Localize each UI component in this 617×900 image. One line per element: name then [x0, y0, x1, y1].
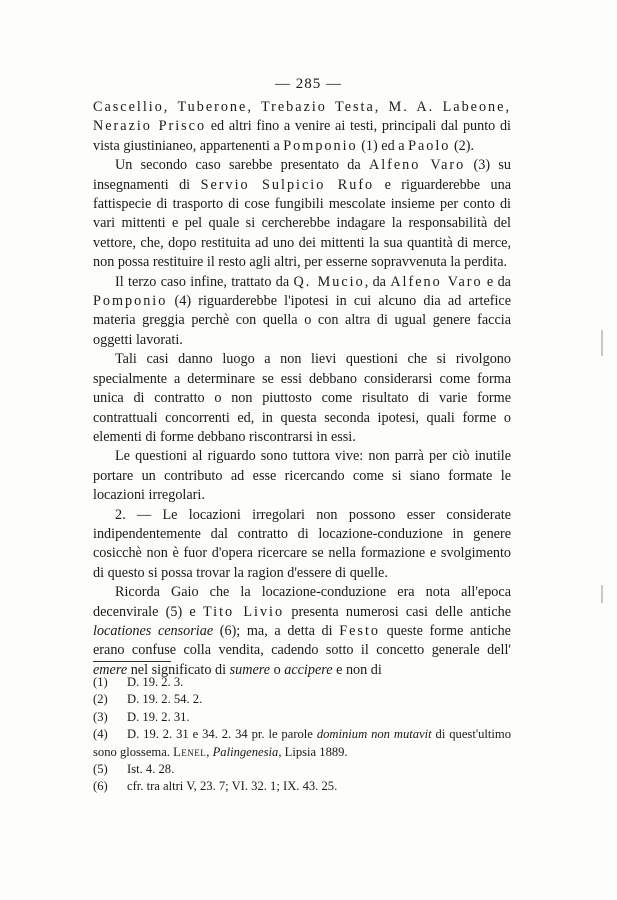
- spaced-name: Tito Livio: [202, 603, 285, 620]
- text-run: , da: [364, 273, 391, 290]
- footnote-ref: (5): [93, 762, 108, 777]
- text-run: Ist. 4. 28.: [127, 762, 175, 777]
- text-run: D. 19. 2. 3.: [127, 675, 184, 689]
- spaced-name: Paolo: [408, 137, 451, 154]
- italic-text: sumere: [229, 661, 271, 678]
- text-run: Ricorda Gaio che la locazione-conduzione era nota all'epoca decenvirale (5) e: [93, 584, 511, 620]
- text-run: e da: [482, 273, 511, 290]
- text-run: D. 19. 2. 31.: [127, 709, 190, 724]
- spaced-name: Festo: [339, 622, 380, 639]
- smallcaps-text: Lenel: [173, 744, 207, 759]
- footnote-ref: (3): [93, 709, 108, 724]
- footnote: [93, 674, 511, 691]
- footnote-divider: [93, 661, 171, 662]
- spaced-name: Q. Mucio: [293, 273, 365, 290]
- footnote-ref: (4): [93, 727, 108, 742]
- footnote: [93, 761, 511, 778]
- spaced-name: Servio Sulpicio Rufo: [200, 176, 375, 193]
- spaced-name: Alfeno Varo: [368, 157, 466, 174]
- text-run: e riguarderebbe una fattispecie di trasporto di cose fungibili mescolate insieme per conto di vari mittenti e pel quale si cercherebbe indagare la responsabilità del vettore, che, dopo restituita ad uno dei mittenti la sua quantità di merce, non possa restituire il resto agli altri, per esserne sopravvenuta la perdita.: [93, 176, 511, 271]
- footnote-ref: (1): [93, 675, 108, 689]
- italic-text: emere: [93, 661, 128, 678]
- text-run: (4) riguarderebbe l'ipotesi in cui alcuno dia ad artefice materia greggia perchè con quella o con altra di ugual genere faccia oggetti lavorati.: [93, 293, 511, 348]
- paragraph: [93, 156, 511, 272]
- main-text: [93, 98, 511, 680]
- paragraph: [93, 350, 511, 447]
- text-run: di quest'ultimo sono glossema.: [93, 727, 511, 759]
- paragraph: [93, 447, 511, 505]
- text-run: queste forme antiche erano confuse colla vendita, cadendo sotto il concetto generale dell': [93, 622, 511, 659]
- text-run: Un secondo caso sarebbe presentato da: [115, 157, 369, 174]
- paragraph: [93, 98, 511, 156]
- scan-edge-mark: [601, 330, 603, 356]
- text-run: (1) ed a: [357, 137, 409, 154]
- text-run: Tali casi danno luogo a non lievi questioni che si rivolgono specialmente a determinare se essi debbano considerarsi come forma unica di contratto o non piuttosto come risultato di varie forme contrattuali concorrenti ed, in questa seconda ipotesi, quali forme o elementi di forme debbano riscontrarsi in essi.: [93, 351, 511, 445]
- text-run: , Lipsia 1889.: [278, 744, 348, 759]
- italic-text: locationes censoriae: [93, 622, 214, 639]
- text-run: o: [270, 661, 285, 678]
- text-run: cfr. tra altri V, 23. 7; VI. 32. 1; IX. 43. 25.: [127, 779, 338, 794]
- text-run: D. 19. 2. 31 e 34. 2. 34 pr. le parole: [127, 727, 317, 742]
- text-run: (6); ma, a detta di: [213, 622, 340, 639]
- text-run: (3) su insegnamenti di: [93, 157, 511, 193]
- footnote: [93, 709, 511, 726]
- italic-text: Palingenesia: [212, 744, 279, 759]
- text-run: Il terzo caso infine, trattato da: [115, 273, 294, 290]
- spaced-name: Pomponio: [93, 293, 168, 310]
- text-run: (2).: [450, 137, 475, 154]
- footnote: [93, 691, 511, 708]
- paragraph: [93, 506, 511, 584]
- text-run: 2. — Le locazioni irregolari non possono esser considerate indipendentemente dal contratto di locazione-conduzione in genere cosicchè non è fuor d'opera ricercare se nella formazione e svolgimento di questo si possa trovar la ragion d'essere di quelle.: [93, 506, 511, 581]
- footnotes: [93, 674, 511, 796]
- footnote-ref: (6): [93, 779, 108, 794]
- text-run: nel significato di: [127, 661, 230, 678]
- text-run: Le questioni al riguardo sono tuttora vive: non parrà per ciò inutile portare un contributo ad esse ricercando come si siano formate le locazioni irregolari.: [93, 448, 511, 504]
- text-run: D. 19. 2. 54. 2.: [127, 692, 203, 707]
- paragraph: [93, 583, 511, 680]
- italic-text: dominium non mutavit: [316, 727, 432, 742]
- footnote: [93, 778, 511, 795]
- footnote: [93, 726, 511, 761]
- text-run: ed altri fino a venire ai testi, principali dal punto di vista giustinianeo, appartenenti a: [93, 118, 511, 154]
- spaced-name: Cascellio, Tuberone, Trebazio Testa, M. A. Labeone, Nerazio Prisco: [93, 99, 511, 135]
- text-run: ,: [206, 744, 213, 759]
- spaced-name: Pomponio: [283, 137, 358, 154]
- scan-edge-mark: [601, 585, 603, 603]
- paragraph: [93, 273, 511, 351]
- spaced-name: Alfeno Varo: [390, 273, 483, 290]
- text-run: presenta numerosi casi delle antiche: [284, 603, 512, 620]
- footnote-ref: (2): [93, 692, 108, 707]
- page-number: — 285 —: [275, 76, 342, 92]
- italic-text: accipere: [284, 661, 333, 678]
- text-run: e non di: [332, 661, 382, 678]
